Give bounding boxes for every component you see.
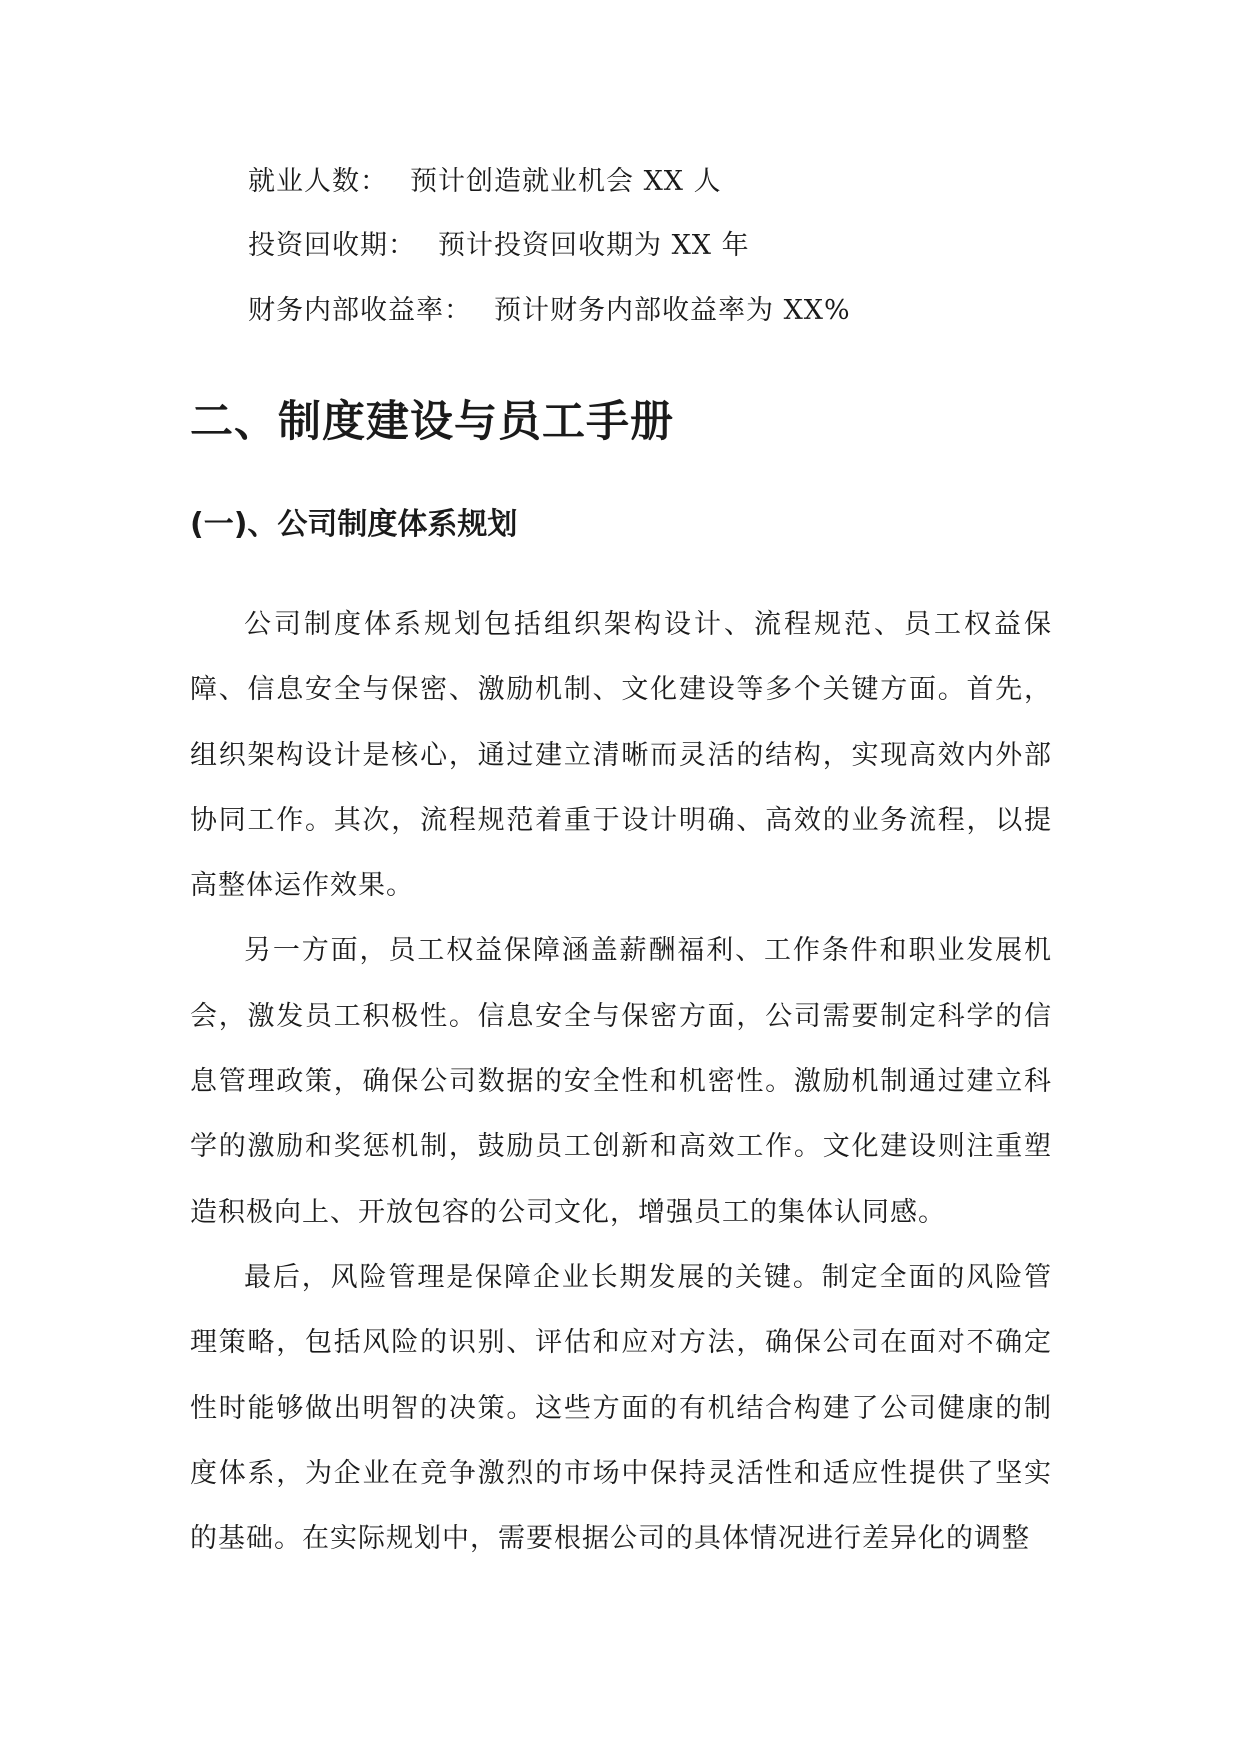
paragraph: 最后，风险管理是保障企业长期发展的关键。制定全面的风险管理策略，包括风险的识别、评估和应对方法，确保公司在面对不确定性时能够做出明智的决策。这些方面的有机结合构建了公司健康的制度体系，为企业在竞争激烈的市场中保持灵活性和适应性提供了坚实的基础。在实际规划中，需要根据公司的具体情况进行差异化的调整 xyxy=(190,1261,1052,1555)
summary-employment xyxy=(248,162,722,202)
summary-value: 预计投资回收期为 XX 年 xyxy=(438,230,750,261)
body-text xyxy=(190,592,1052,1571)
subsection-title: (一)、公司制度体系规划 xyxy=(190,507,518,542)
summary-label: 就业人数： xyxy=(248,166,388,197)
paragraph: 另一方面，员工权益保障涵盖薪酬福利、工作条件和职业发展机会，激发员工积极性。信息安全与保密方面，公司需要制定科学的信息管理政策，确保公司数据的安全性和机密性。激励机制通过建立科学的激励和奖惩机制，鼓励员工创新和高效工作。文化建设则注重塑造积极向上、开放包容的公司文化，增强员工的集体认同感。 xyxy=(190,935,1052,1228)
summary-value: 预计财务内部收益率为 XX% xyxy=(494,295,851,326)
summary-value: 预计创造就业机会 XX 人 xyxy=(410,166,722,197)
paragraph: 公司制度体系规划包括组织架构设计、流程规范、员工权益保障、信息安全与保密、激励机制、文化建设等多个关键方面。首先，组织架构设计是核心，通过建立清晰而灵活的结构，实现高效内外部协同工作。其次，流程规范着重于设计明确、高效的业务流程，以提高整体运作效果。 xyxy=(190,609,1052,902)
summary-label: 投资回收期： xyxy=(248,230,416,261)
summary-payback-period xyxy=(248,226,750,266)
summary-irr xyxy=(248,291,851,331)
section-title: 二、制度建设与员工手册 xyxy=(190,397,674,447)
summary-label: 财务内部收益率： xyxy=(248,295,472,326)
